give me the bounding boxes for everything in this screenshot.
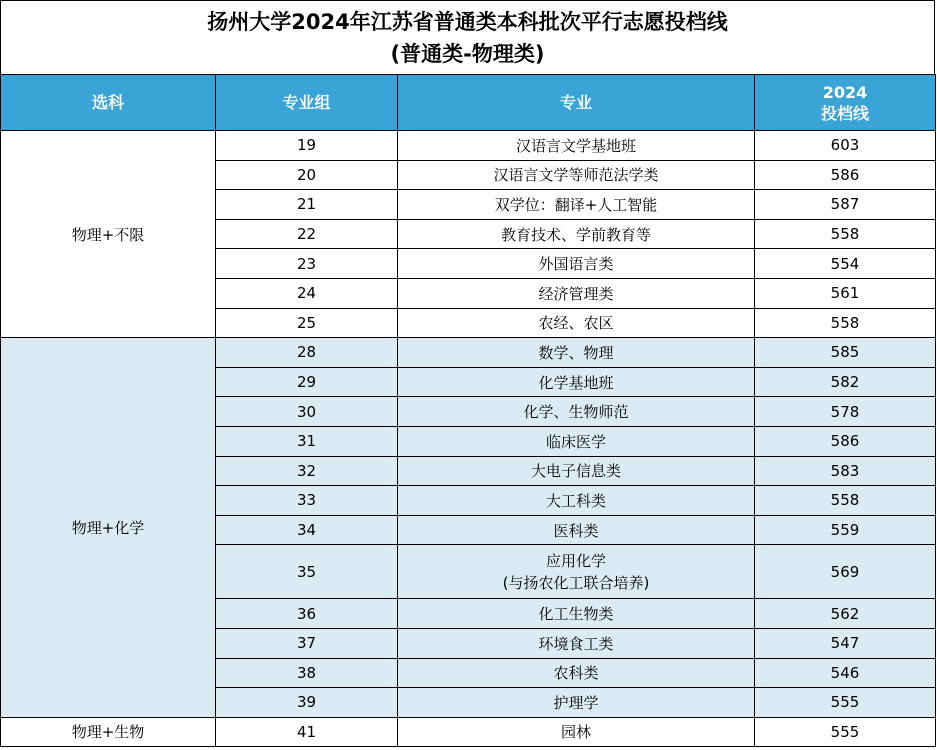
score-cell: 586	[755, 160, 936, 190]
table-row	[1, 131, 936, 161]
score-cell: 558	[755, 308, 936, 338]
group-cell: 19	[216, 131, 398, 161]
score-cell: 558	[755, 486, 936, 516]
table-row	[1, 338, 936, 368]
score-cell: 555	[755, 688, 936, 718]
subject-cell: 物理+不限	[1, 131, 216, 338]
group-cell: 24	[216, 278, 398, 308]
group-cell: 33	[216, 486, 398, 516]
major-cell: 农科类	[398, 658, 755, 688]
major-cell: 大电子信息类	[398, 456, 755, 486]
table-row	[1, 717, 936, 747]
major-line1: 应用化学	[545, 551, 606, 570]
major-cell: 教育技术、学前教育等	[398, 219, 755, 249]
major-cell: 汉语言文学等师范法学类	[398, 160, 755, 190]
header-major: 专业	[398, 75, 755, 131]
group-cell: 35	[216, 545, 398, 599]
major-cell: 医科类	[398, 515, 755, 545]
major-cell: 大工科类	[398, 486, 755, 516]
group-cell: 21	[216, 190, 398, 220]
header-year: 2024	[822, 82, 868, 102]
score-cell: 569	[755, 545, 936, 599]
admission-score-table	[0, 74, 936, 747]
score-cell: 586	[755, 426, 936, 456]
score-cell: 555	[755, 717, 936, 747]
major-cell: 经济管理类	[398, 278, 755, 308]
major-cell: 护理学	[398, 688, 755, 718]
header-subject: 选科	[1, 75, 216, 131]
score-cell: 562	[755, 599, 936, 629]
header-group: 专业组	[216, 75, 398, 131]
group-cell: 29	[216, 367, 398, 397]
group-cell: 20	[216, 160, 398, 190]
score-cell: 587	[755, 190, 936, 220]
header-score-label: 投档线	[820, 103, 869, 123]
page-subtitle: (普通类-物理类)	[390, 42, 545, 66]
subject-cell: 物理+化学	[1, 338, 216, 718]
score-cell: 585	[755, 338, 936, 368]
major-cell	[398, 545, 755, 599]
group-cell: 22	[216, 219, 398, 249]
header-score	[755, 75, 936, 131]
group-cell: 30	[216, 397, 398, 427]
group-cell: 37	[216, 628, 398, 658]
score-cell: 583	[755, 456, 936, 486]
major-cell: 双学位：翻译+人工智能	[398, 190, 755, 220]
table-header-row	[1, 75, 936, 131]
score-cell: 561	[755, 278, 936, 308]
group-cell: 39	[216, 688, 398, 718]
score-cell: 546	[755, 658, 936, 688]
major-cell: 园林	[398, 717, 755, 747]
subject-cell: 物理+生物	[1, 717, 216, 747]
group-cell: 41	[216, 717, 398, 747]
title-box	[0, 0, 935, 74]
major-cell: 化学、生物师范	[398, 397, 755, 427]
score-cell: 603	[755, 131, 936, 161]
group-cell: 23	[216, 249, 398, 279]
group-cell: 31	[216, 426, 398, 456]
group-cell: 34	[216, 515, 398, 545]
group-cell: 28	[216, 338, 398, 368]
score-cell: 559	[755, 515, 936, 545]
major-cell: 汉语言文学基地班	[398, 131, 755, 161]
score-cell: 578	[755, 397, 936, 427]
group-cell: 38	[216, 658, 398, 688]
major-line2: (与扬农化工联合培养)	[502, 573, 650, 592]
major-cell: 数学、物理	[398, 338, 755, 368]
major-cell: 环境食工类	[398, 628, 755, 658]
major-cell: 化工生物类	[398, 599, 755, 629]
score-cell: 554	[755, 249, 936, 279]
major-cell: 农经、农区	[398, 308, 755, 338]
group-cell: 25	[216, 308, 398, 338]
group-cell: 32	[216, 456, 398, 486]
major-cell: 化学基地班	[398, 367, 755, 397]
major-cell: 临床医学	[398, 426, 755, 456]
page-title: 扬州大学2024年江苏省普通类本科批次平行志愿投档线	[207, 10, 728, 34]
major-cell: 外国语言类	[398, 249, 755, 279]
score-cell: 582	[755, 367, 936, 397]
group-cell: 36	[216, 599, 398, 629]
score-cell: 547	[755, 628, 936, 658]
score-cell: 558	[755, 219, 936, 249]
